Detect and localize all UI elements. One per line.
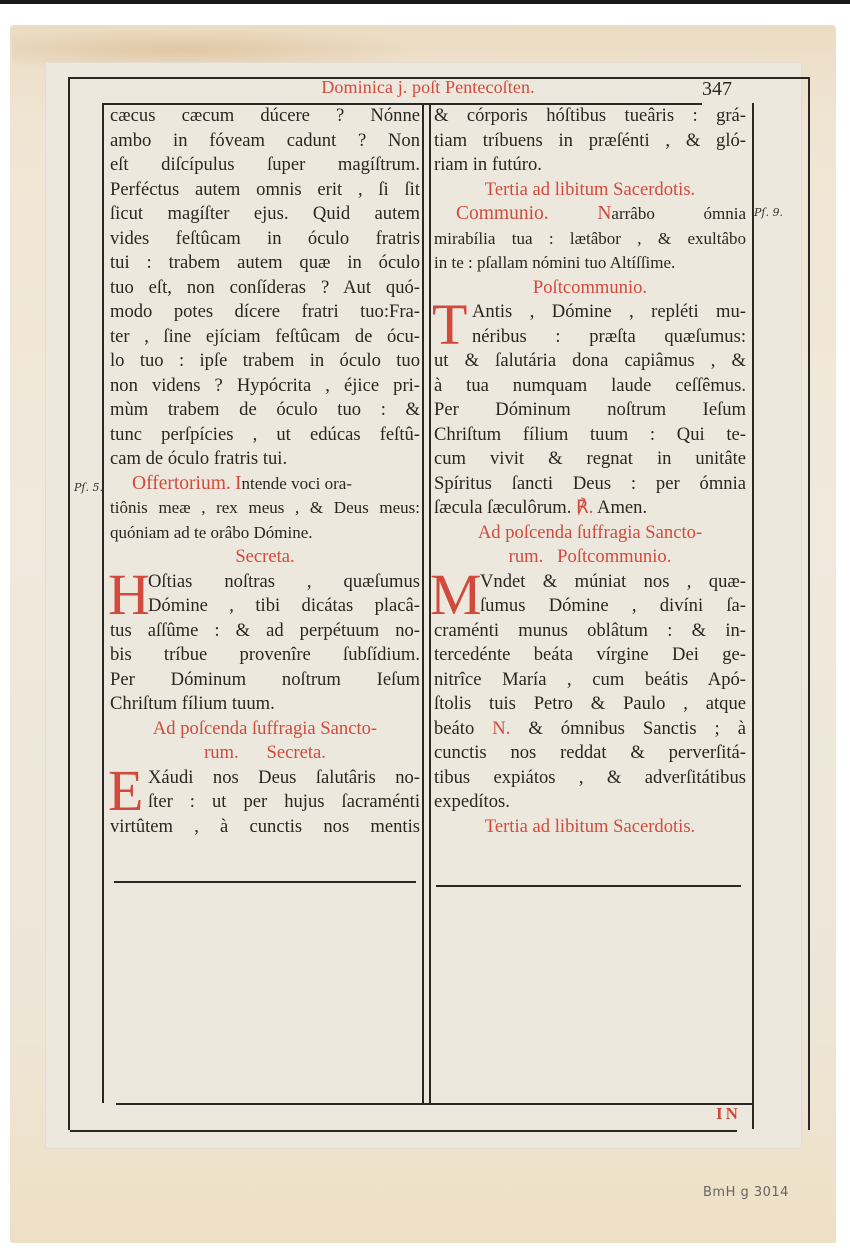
suffragia-pc-heading-line1: Ad poſcenda ſuffragia Sancto-	[477, 521, 703, 543]
text-line: ter , ſine ejíciam feſtûcam de ócu-	[110, 325, 420, 347]
text-line: mirabília tua : lætâbor , & exultâbo	[434, 228, 746, 248]
right-column	[430, 104, 747, 839]
postcommunion-heading: Poſtcommunio.	[532, 276, 648, 298]
suffragia-heading-line2: rum. Secreta.	[204, 742, 326, 763]
text-line: ſumus Dómine , divíni ſa-	[480, 595, 746, 616]
outer-left-rule	[68, 77, 70, 1130]
text-line: Dómine , tibi dicátas placâ-	[148, 595, 420, 616]
suffragia-secreta-section	[110, 717, 420, 840]
text-line: Chriſtum fílium tuum.	[110, 693, 275, 714]
text-line: cunctis nos reddat & perverſitá-	[434, 742, 746, 763]
secreta-heading: Secreta.	[235, 546, 295, 567]
text-line: à tua numquam laude ceſſêmus.	[434, 374, 746, 396]
text-line: Perféctus autem omnis erit , ſi ſit	[110, 178, 420, 200]
suffragia-pc-dropcap-block	[430, 561, 746, 627]
communion-label: Communio.	[456, 203, 549, 224]
secreta-section	[110, 545, 420, 717]
response-symbol-icon: ℟.	[576, 497, 594, 518]
secreta-dropcap-block	[108, 561, 420, 627]
catchword: IN	[716, 1104, 741, 1123]
inner-bottom-rule	[116, 1103, 752, 1105]
text-line: eſt diſcípulus ſuper magíſtrum.	[110, 154, 420, 175]
text-line: Xáudi nos Deus ſalutâris no-	[148, 766, 420, 788]
text-line: Per Dóminum noſtrum Ieſum	[434, 399, 746, 420]
communion-section	[434, 202, 746, 276]
dropcap-m: M	[430, 561, 482, 627]
running-head: Dominica j. poſt Pentecoſten.	[321, 77, 535, 97]
text-line: & córporis hóſtibus tueâris : grá-	[434, 105, 746, 126]
postcommunion-dropcap-block	[432, 292, 746, 357]
text-line: quóniam ad te orâbo Dómine.	[110, 522, 313, 542]
offertory-initial: I	[235, 472, 242, 494]
text-line: Chriſtum fílium tuum : Qui te-	[434, 423, 746, 445]
text-line: tiônis meæ , rex meus , & Deus meus:	[110, 498, 420, 517]
name-placeholder-n: N.	[492, 717, 511, 739]
text-line: tibus expiátos , & adverſitátibus	[434, 766, 746, 788]
text-line: mùm trabem de óculo tuo : &	[110, 399, 420, 420]
rubric-tertia-1: Tertia ad libitum Sacerdotis.	[484, 178, 696, 200]
rubric-tertia-2: Tertia ad libitum Sacerdotis.	[484, 815, 696, 837]
communion-first-line	[434, 202, 746, 227]
postcommunion-section	[434, 276, 746, 521]
communion-first-line-rest: arrâbo ómnia	[611, 204, 747, 223]
text-line: lo tuo : ipſe trabem in óculo tuo	[110, 350, 420, 371]
text-line: virtûtem , à cunctis nos mentis	[110, 815, 420, 837]
text-line: cum vivit & regnat in unitâte	[434, 448, 746, 469]
text-line: in te : pſallam nómini tuo Altíſſime.	[434, 253, 676, 272]
right-column-end-rule	[436, 885, 741, 887]
text-line: modo potes dícere fratri tuo:Fra-	[110, 301, 420, 322]
text-line: bis tríbue provenîre ſubſídium.	[110, 644, 420, 665]
text-span: ſæcula ſæculôrum.	[434, 497, 572, 518]
text-line: expedítos.	[434, 791, 510, 812]
text-line: Antis , Dómine , repléti mu-	[472, 301, 746, 322]
text-line: nitrîce María , cum beátis Apó-	[434, 668, 746, 690]
continuation-text	[434, 104, 746, 178]
text-line: ambo in fóveam cadunt ? Non	[110, 129, 420, 151]
margin-note-left: Pſ. 5.	[74, 481, 103, 494]
offertory-label: Offertorium.	[132, 472, 231, 494]
n-line	[434, 717, 746, 742]
dropcap-t: T	[432, 292, 468, 357]
text-line: Oſtias noſtras , quæſumus	[148, 570, 420, 592]
text-line: tus aſſûme : & ad perpétuum no-	[110, 619, 420, 641]
suffragia-postcommunion-section	[430, 521, 746, 815]
left-column-end-rule	[114, 881, 416, 883]
text-line: ſtolis tuis Petro & Paulo , atque	[434, 693, 746, 714]
outer-bottom-rule	[70, 1130, 737, 1132]
margin-note-right: Pſ. 9.	[754, 206, 783, 219]
suffragia-dropcap-block	[108, 757, 420, 823]
text-line: ſicut magíſter ejus. Quid autem	[110, 203, 420, 224]
text-span: beáto	[434, 717, 475, 739]
text-line: ſter : ut per hujus ſacraménti	[148, 791, 420, 812]
inner-right-rule	[752, 103, 754, 1129]
text-line: cam de óculo fratris tui.	[110, 448, 288, 469]
text-span: & ómnibus Sanctis ; à	[528, 717, 746, 739]
text-line: vides feſtûcam in óculo fratris	[110, 227, 420, 249]
page-number: 347	[702, 78, 732, 100]
inner-left-rule	[102, 103, 104, 1103]
text-line: Per Dóminum noſtrum Ieſum	[110, 668, 420, 690]
text-line: néribus : præſta quæſumus:	[472, 325, 746, 347]
text-line: cæcus cæcum dúcere ? Nónne	[110, 105, 420, 126]
outer-right-rule	[808, 77, 810, 1130]
text-line: tercedénte beáta vírgine Dei ge-	[434, 644, 746, 665]
text-line: craménti munus oblâtum : & in-	[434, 619, 746, 641]
text-line: non videns ? Hypócrita , éjice pri-	[110, 374, 420, 396]
suffragia-heading-line1: Ad poſcenda ſuffragia Sancto-	[152, 717, 378, 739]
suffragia-pc-heading-line2: rum. Poſtcommunio.	[508, 546, 672, 567]
postcommunion-final-line	[434, 496, 746, 521]
offertory-first-line	[110, 472, 420, 497]
dropcap-e: E	[108, 757, 144, 823]
text-line: ut & ſalutária dona capiâmus , &	[434, 350, 746, 371]
communion-initial: N	[597, 203, 612, 224]
offertory-first-line-rest: ntende voci ora-	[241, 473, 352, 493]
text-line: tiam tríbuens in præſénti , & gló-	[434, 129, 746, 151]
gospel-text	[110, 104, 420, 472]
text-line: tui : trabem autem quæ in óculo	[110, 252, 420, 273]
pencil-shelfmark: BmH g 3014	[703, 1185, 789, 1200]
window-top-edge	[0, 0, 850, 4]
text-line: tuo eſt, non conſíderas ? Aut quó-	[110, 276, 420, 298]
text-line: tunc perſpícies , ut edúcas feſtû-	[110, 423, 420, 445]
center-rule-left	[422, 103, 424, 1103]
text-line: Spíritus ſancti Deus : per ómnia	[434, 472, 746, 494]
text-line: Vndet & múniat nos , quæ-	[480, 570, 746, 592]
offertory-section	[110, 472, 420, 546]
left-column	[110, 104, 420, 839]
dropcap-h: H	[108, 561, 150, 627]
text-span: Amen.	[597, 497, 648, 518]
text-line: riam in futúro.	[434, 154, 542, 175]
